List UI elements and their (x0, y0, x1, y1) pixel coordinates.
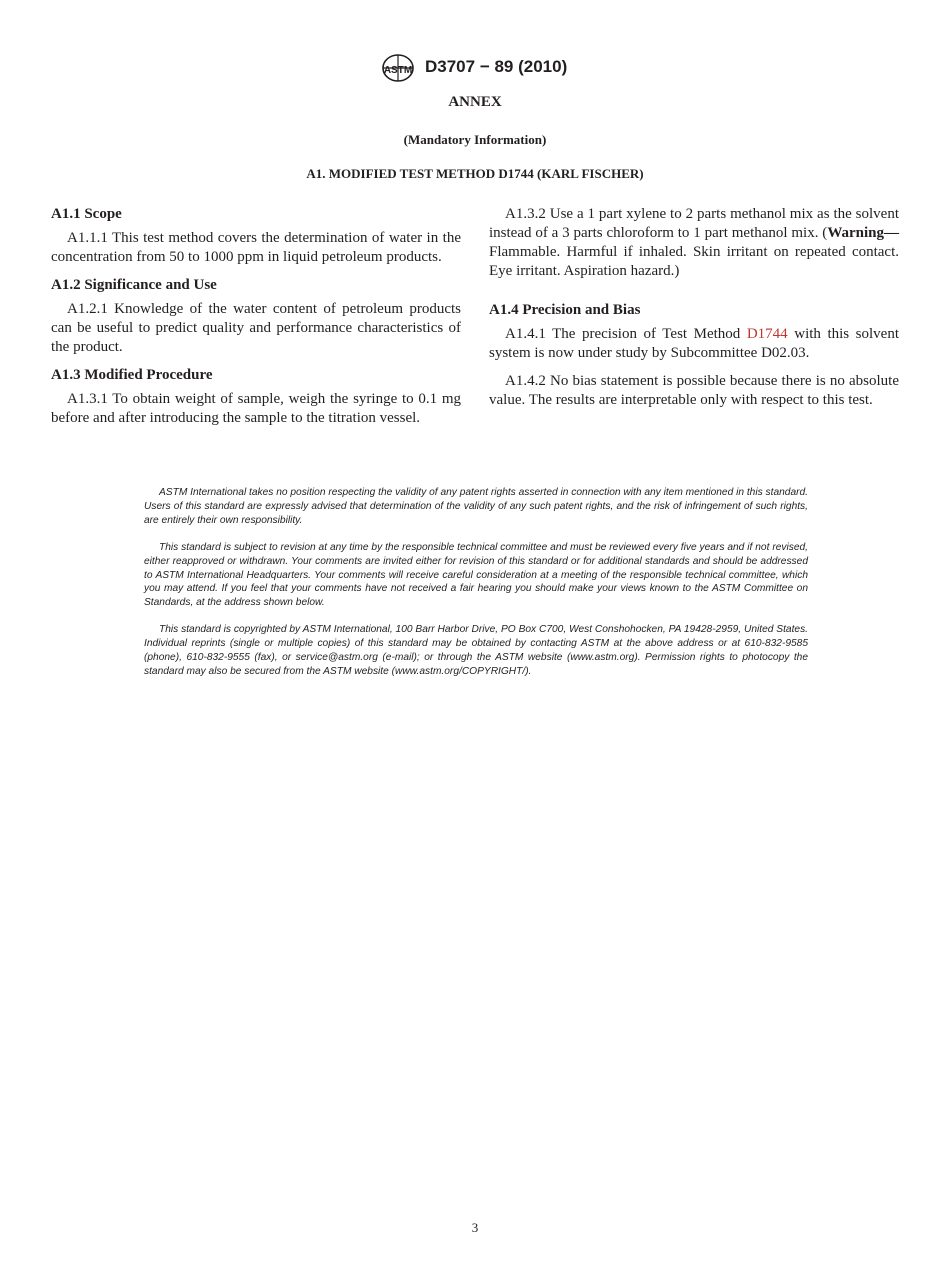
patent-note: ASTM International takes no position respecting the validity of any patent rights asserted in connection with any item mentioned in this standard. Users of this standard are expressly advised that determination of the validity of any such patent rights, and the risk of infringement of such rights, are entirely their own responsibility. (144, 487, 808, 526)
procedure-heading: A1.3 Modified Procedure (51, 367, 213, 383)
right-column (489, 205, 899, 419)
precision-paragraph-1 (489, 325, 899, 363)
page-number: 3 (471, 1220, 479, 1235)
d1744-link[interactable]: D1744 (746, 326, 788, 342)
procedure-p2-tail: Flammable. Harmful if inhaled. Skin irritant on repeated contact. Eye irritant. Aspiration hazard.) (489, 244, 899, 279)
scope-paragraph: A1.1.1 This test method covers the determination of water in the concentration from 50 to 1000 ppm in liquid petroleum products. (51, 230, 461, 265)
precision-p1-lead: A1.4.1 The precision of Test Method (505, 326, 747, 342)
standard-notes (144, 486, 808, 692)
procedure-paragraph-2 (489, 205, 899, 281)
page-header (0, 52, 950, 86)
method-title: A1. MODIFIED TEST METHOD D1744 (KARL FISCHER) (306, 166, 644, 181)
svg-text:ASTM: ASTM (383, 65, 413, 76)
significance-heading: A1.2 Significance and Use (51, 277, 217, 293)
procedure-paragraph-1: A1.3.1 To obtain weight of sample, weigh the syringe to 0.1 mg before and after introducing the sample to the titration vessel. (51, 391, 461, 426)
precision-heading: A1.4 Precision and Bias (489, 302, 641, 318)
document-designation: D3707 − 89 (2010) (425, 57, 568, 76)
astm-logo-icon (380, 52, 416, 84)
annex-subtitle: (Mandatory Information) (403, 132, 547, 147)
significance-paragraph: A1.2.1 Knowledge of the water content of petroleum products can be useful to predict quality and performance characteristics of the product. (51, 301, 461, 355)
annex-title: ANNEX (448, 94, 502, 110)
procedure-p2-lead: A1.3.2 Use a 1 part xylene to 2 parts methanol mix as the solvent instead of a 3 parts chloroform to 1 part methanol mix. ( (489, 206, 899, 241)
scope-heading: A1.1 Scope (51, 206, 122, 222)
copyright-note: This standard is copyrighted by ASTM International, 100 Barr Harbor Drive, PO Box C700, West Conshohocken, PA 19428-2959, United States. Individual reprints (single or multiple copies) of this standard may be obtained by contacting ASTM at the above address or at 610-832-9585 (phone), 610-832-9555 (fax), or service@astm.org (e-mail); or through the ASTM website (www.astm.org). Permission rights to photocopy the standard may also be secured from the ASTM website (www.astm.org/COPYRIGHT/). (144, 624, 808, 677)
precision-p1-tail: with this solvent system is now under study by Subcommittee D02.03. (489, 326, 900, 361)
revision-note: This standard is subject to revision at any time by the responsible technical committee and must be reviewed every five years and if not revised, either reapproved or withdrawn. Your comments are invited either for revision of this standard or for additional standards and should be addressed to ASTM International Headquarters. Your comments will receive careful consideration at a meeting of the responsible technical committee, which you may attend. If you feel that your comments have not received a fair hearing you should make your views known to the ASTM Committee on Standards, at the address shown below. (144, 541, 808, 609)
left-column (51, 205, 461, 437)
warning-label: Warning— (827, 225, 899, 241)
precision-paragraph-2: A1.4.2 No bias statement is possible because there is no absolute value. The results are interpretable only with respect to this test. (489, 373, 899, 408)
